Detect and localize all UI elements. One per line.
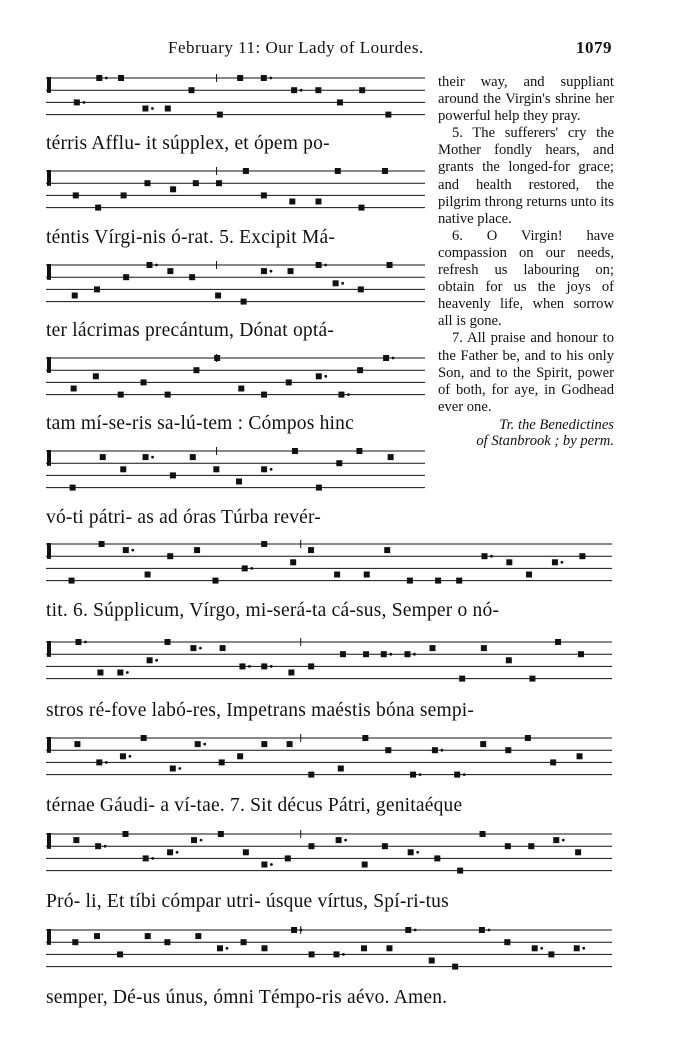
- neume: [405, 927, 411, 933]
- neume: [480, 741, 486, 747]
- neume-dot: [392, 357, 395, 360]
- neume: [94, 286, 100, 292]
- staff-2: [46, 167, 425, 211]
- neume-dot: [463, 773, 466, 776]
- neume: [506, 559, 512, 565]
- neume: [123, 274, 129, 280]
- lyric-line-5: vó-ti pátri- as ad óras Túrba revér-: [46, 507, 322, 528]
- neume: [170, 186, 176, 192]
- neume-dot: [126, 671, 129, 674]
- neume: [167, 553, 173, 559]
- neume-dot: [270, 270, 273, 273]
- neume-dot: [82, 101, 85, 104]
- neume: [75, 639, 81, 645]
- neume: [261, 392, 267, 398]
- neume: [552, 559, 558, 565]
- neume: [336, 460, 342, 466]
- neume: [243, 168, 249, 174]
- staff-3: [46, 261, 425, 305]
- neume: [165, 392, 171, 398]
- neume: [410, 772, 416, 778]
- lyric-line-2: téntis Vírgi-nis ó-rat. 5. Excipit Má-: [46, 227, 336, 248]
- neume: [73, 192, 79, 198]
- staff-10: [46, 926, 612, 970]
- neume: [456, 578, 462, 584]
- neume: [69, 578, 75, 584]
- neume: [292, 448, 298, 454]
- page-title: February 11: Our Lady of Lourdes.: [168, 38, 424, 57]
- neume: [388, 454, 394, 460]
- neume-dot: [324, 375, 327, 378]
- translation-credit-line-1: Tr. the Benedictines: [499, 416, 614, 433]
- neume-dot: [155, 264, 158, 267]
- neume: [261, 75, 267, 81]
- neume: [164, 939, 170, 945]
- neume: [141, 735, 147, 741]
- clef-mark: [47, 929, 51, 945]
- neume-dot: [176, 851, 179, 854]
- neume-dot: [488, 929, 491, 932]
- neume: [189, 274, 195, 280]
- neume: [217, 945, 223, 951]
- page-number: 1079: [576, 38, 612, 57]
- neume: [237, 753, 243, 759]
- neume: [241, 939, 247, 945]
- neume: [384, 547, 390, 553]
- neume-dot: [342, 953, 345, 956]
- neume: [432, 747, 438, 753]
- neume: [430, 645, 436, 651]
- staff-1: [46, 74, 425, 118]
- neume: [506, 657, 512, 663]
- neume: [481, 645, 487, 651]
- staff-8: [46, 734, 612, 778]
- neume-dot: [151, 857, 154, 860]
- neume: [575, 849, 581, 855]
- neume: [194, 547, 200, 553]
- neume: [70, 485, 76, 491]
- neume: [214, 355, 220, 361]
- neume: [118, 392, 124, 398]
- neume: [100, 454, 106, 460]
- neume-dot: [562, 839, 565, 842]
- neume: [528, 843, 534, 849]
- neume: [195, 933, 201, 939]
- neume-dot: [155, 659, 158, 662]
- neume: [358, 205, 364, 211]
- neume-dot: [178, 767, 181, 770]
- neume-dot: [270, 863, 273, 866]
- neume-dot: [199, 647, 202, 650]
- neume: [170, 472, 176, 478]
- clef-mark: [47, 357, 51, 373]
- neume-dot: [270, 468, 273, 471]
- neume: [117, 670, 123, 676]
- neume: [578, 651, 584, 657]
- neume: [170, 766, 176, 772]
- neume: [287, 741, 293, 747]
- neume: [219, 759, 225, 765]
- neume: [363, 651, 369, 657]
- neume: [435, 578, 441, 584]
- neume: [74, 99, 80, 105]
- neume: [73, 837, 79, 843]
- neume-dot: [300, 89, 303, 92]
- lyric-line-1: térris Afflu- it súpplex, et ópem po-: [46, 133, 330, 154]
- neume: [408, 849, 414, 855]
- neume: [217, 112, 223, 118]
- neume: [145, 933, 151, 939]
- neume: [95, 843, 101, 849]
- neume: [548, 951, 554, 957]
- neume: [242, 565, 248, 571]
- neume: [505, 747, 511, 753]
- neume: [286, 379, 292, 385]
- neume: [141, 379, 147, 385]
- neume: [532, 945, 538, 951]
- neume-dot: [441, 749, 444, 752]
- clef-mark: [47, 737, 51, 753]
- neume: [381, 651, 387, 657]
- neume: [308, 663, 314, 669]
- neume: [120, 466, 126, 472]
- neume: [144, 180, 150, 186]
- neume: [338, 392, 344, 398]
- neume: [237, 75, 243, 81]
- neume: [74, 741, 80, 747]
- neume: [454, 772, 460, 778]
- translation-stanza-4-end: their way, and suppliant around the Virgin's shrine her powerful help they pray.: [438, 74, 614, 125]
- neume-dot: [226, 947, 229, 950]
- neume-dot: [203, 743, 206, 746]
- neume: [291, 927, 297, 933]
- neume: [261, 862, 267, 868]
- neume: [95, 205, 101, 211]
- neume: [261, 268, 267, 274]
- neume: [361, 945, 367, 951]
- neume: [480, 831, 486, 837]
- neume: [94, 933, 100, 939]
- neume: [165, 639, 171, 645]
- neume: [121, 192, 127, 198]
- neume: [167, 268, 173, 274]
- neume: [123, 547, 129, 553]
- neume: [218, 831, 224, 837]
- neume: [146, 262, 152, 268]
- neume: [142, 106, 148, 112]
- neume-dot: [341, 282, 344, 285]
- neume-dot: [131, 549, 134, 552]
- neume: [362, 862, 368, 868]
- neume: [143, 855, 149, 861]
- neume: [359, 87, 365, 93]
- neume: [120, 753, 126, 759]
- neume: [193, 367, 199, 373]
- staff-9: [46, 830, 612, 874]
- neume: [291, 87, 297, 93]
- neume: [383, 355, 389, 361]
- neume-dot: [151, 456, 154, 459]
- neume: [236, 479, 242, 485]
- neume: [550, 759, 556, 765]
- staff-4: [46, 354, 425, 398]
- neume: [165, 106, 171, 112]
- neume: [457, 868, 463, 874]
- neume: [333, 280, 339, 286]
- neume-dot: [269, 77, 272, 80]
- neume: [407, 578, 413, 584]
- neume: [243, 849, 249, 855]
- neume: [261, 192, 267, 198]
- neume: [309, 951, 315, 957]
- neume-dot: [347, 393, 350, 396]
- neume-dot: [416, 851, 419, 854]
- neume-dot: [540, 947, 543, 950]
- neume-dot: [414, 929, 417, 932]
- clef-mark: [47, 450, 51, 466]
- neume-dot: [490, 555, 493, 558]
- neume: [504, 939, 510, 945]
- lyric-line-10: semper, Dé-us únus, ómni Témpo-ris aévo. Amen.: [46, 987, 448, 1008]
- clef-mark: [47, 170, 51, 186]
- neume-dot: [582, 947, 585, 950]
- neume: [167, 849, 173, 855]
- neume: [122, 831, 128, 837]
- neume: [364, 572, 370, 578]
- clef-mark: [47, 641, 51, 657]
- neume: [191, 837, 197, 843]
- neume: [99, 541, 105, 547]
- neume: [338, 766, 344, 772]
- staff-5: [46, 447, 425, 491]
- neume: [261, 541, 267, 547]
- neume: [357, 367, 363, 373]
- neume: [72, 293, 78, 299]
- neume: [71, 386, 77, 392]
- neume-dot: [200, 839, 203, 842]
- neume: [481, 553, 487, 559]
- neume-dot: [413, 653, 416, 656]
- neume: [308, 547, 314, 553]
- neume: [216, 180, 222, 186]
- neume: [358, 286, 364, 292]
- neume: [290, 559, 296, 565]
- neume: [285, 855, 291, 861]
- staff-6: [46, 540, 612, 584]
- neume: [333, 951, 339, 957]
- clef-mark: [47, 77, 51, 93]
- neume: [555, 639, 561, 645]
- neume: [452, 964, 458, 970]
- neume-dot: [344, 839, 347, 842]
- neume: [190, 454, 196, 460]
- neume: [261, 945, 267, 951]
- neume: [382, 843, 388, 849]
- neume: [261, 466, 267, 472]
- translation-credit-line-2: of Stanbrook ; by perm.: [476, 432, 614, 449]
- neume: [308, 843, 314, 849]
- neume: [288, 670, 294, 676]
- neume: [117, 951, 123, 957]
- translation-stanza-5: 5. The sufferers' cry the Mother fondly hears, and grants the longed-for grace; and health restored, the pilgrim throng returns unto its native place.: [438, 125, 614, 227]
- neume: [479, 927, 485, 933]
- neume-dot: [105, 761, 108, 764]
- neume-dot: [419, 773, 422, 776]
- neume: [147, 657, 153, 663]
- neume: [96, 75, 102, 81]
- neume: [553, 837, 559, 843]
- neume-dot: [248, 665, 251, 668]
- neume: [385, 747, 391, 753]
- neume: [316, 373, 322, 379]
- neume: [579, 553, 585, 559]
- lyric-line-7: stros ré-fove labó-res, Impetrans maéstis bóna sempi-: [46, 700, 475, 721]
- neume-dot: [84, 641, 87, 644]
- neume: [429, 958, 435, 964]
- clef-mark: [47, 833, 51, 849]
- neume: [213, 466, 219, 472]
- neume: [382, 168, 388, 174]
- neume: [239, 663, 245, 669]
- neume: [316, 262, 322, 268]
- neume: [220, 645, 226, 651]
- neume: [434, 855, 440, 861]
- neume: [526, 572, 532, 578]
- neume: [459, 676, 465, 682]
- neume: [261, 663, 267, 669]
- neume: [145, 572, 151, 578]
- neume-dot: [151, 107, 154, 110]
- neume: [190, 645, 196, 651]
- neume: [193, 180, 199, 186]
- neume-dot: [389, 653, 392, 656]
- neume: [356, 448, 362, 454]
- neume: [386, 945, 392, 951]
- neume: [387, 262, 393, 268]
- neume: [72, 939, 78, 945]
- neume: [336, 837, 342, 843]
- translation-column: [438, 74, 614, 450]
- neume: [289, 199, 295, 205]
- clef-mark: [47, 264, 51, 280]
- neume: [315, 199, 321, 205]
- neume: [340, 651, 346, 657]
- neume: [261, 741, 267, 747]
- neume-dot: [270, 665, 273, 668]
- neume: [212, 578, 218, 584]
- neume: [385, 112, 391, 118]
- neume: [334, 572, 340, 578]
- staff-7: [46, 638, 612, 682]
- clef-mark: [47, 543, 51, 559]
- neume: [238, 386, 244, 392]
- neume-dot: [105, 77, 108, 80]
- neume: [315, 87, 321, 93]
- lyric-line-4: tam mí-se-ris sa-lú-tem : Cómpos hinc: [46, 413, 354, 434]
- neume: [335, 168, 341, 174]
- lyric-line-9: Pró- li, Et tíbi cómpar utri- úsque vírtus, Spí-ri-tus: [46, 891, 449, 912]
- neume: [404, 651, 410, 657]
- neume: [241, 299, 247, 305]
- translation-stanza-6: 6. O Virgin! have compassion on our needs, refresh us labouring on; obtain for us the joys of heavenly life, when sorrow all is gone.: [438, 227, 614, 330]
- neume-dot: [324, 264, 327, 267]
- translation-stanza-7: 7. All praise and honour to the Father be, and to his only Son, and to the Spirit, power of both, for aye, in Godhead ever one.: [438, 330, 614, 415]
- neume-dot: [129, 755, 132, 758]
- neume: [188, 87, 194, 93]
- neume: [529, 676, 535, 682]
- neume: [577, 753, 583, 759]
- lyric-line-6: tit. 6. Súpplicum, Vírgo, mi-será-ta cá-sus, Semper o nó-: [46, 600, 500, 621]
- neume: [362, 735, 368, 741]
- neume: [118, 75, 124, 81]
- neume: [93, 373, 99, 379]
- neume: [288, 268, 294, 274]
- neume: [97, 670, 103, 676]
- neume-dot: [561, 561, 564, 564]
- neume: [525, 735, 531, 741]
- neume: [505, 843, 511, 849]
- neume: [143, 454, 149, 460]
- neume: [337, 99, 343, 105]
- neume: [316, 485, 322, 491]
- neume-dot: [250, 567, 253, 570]
- lyric-line-8: térnae Gáudi- a ví-tae. 7. Sit décus Pátri, genitaéque: [46, 795, 463, 816]
- neume: [96, 759, 102, 765]
- neume: [215, 293, 221, 299]
- neume: [195, 741, 201, 747]
- neume: [308, 772, 314, 778]
- neume-dot: [104, 845, 107, 848]
- lyric-line-3: ter lácrimas precántum, Dónat optá-: [46, 320, 335, 341]
- neume: [574, 945, 580, 951]
